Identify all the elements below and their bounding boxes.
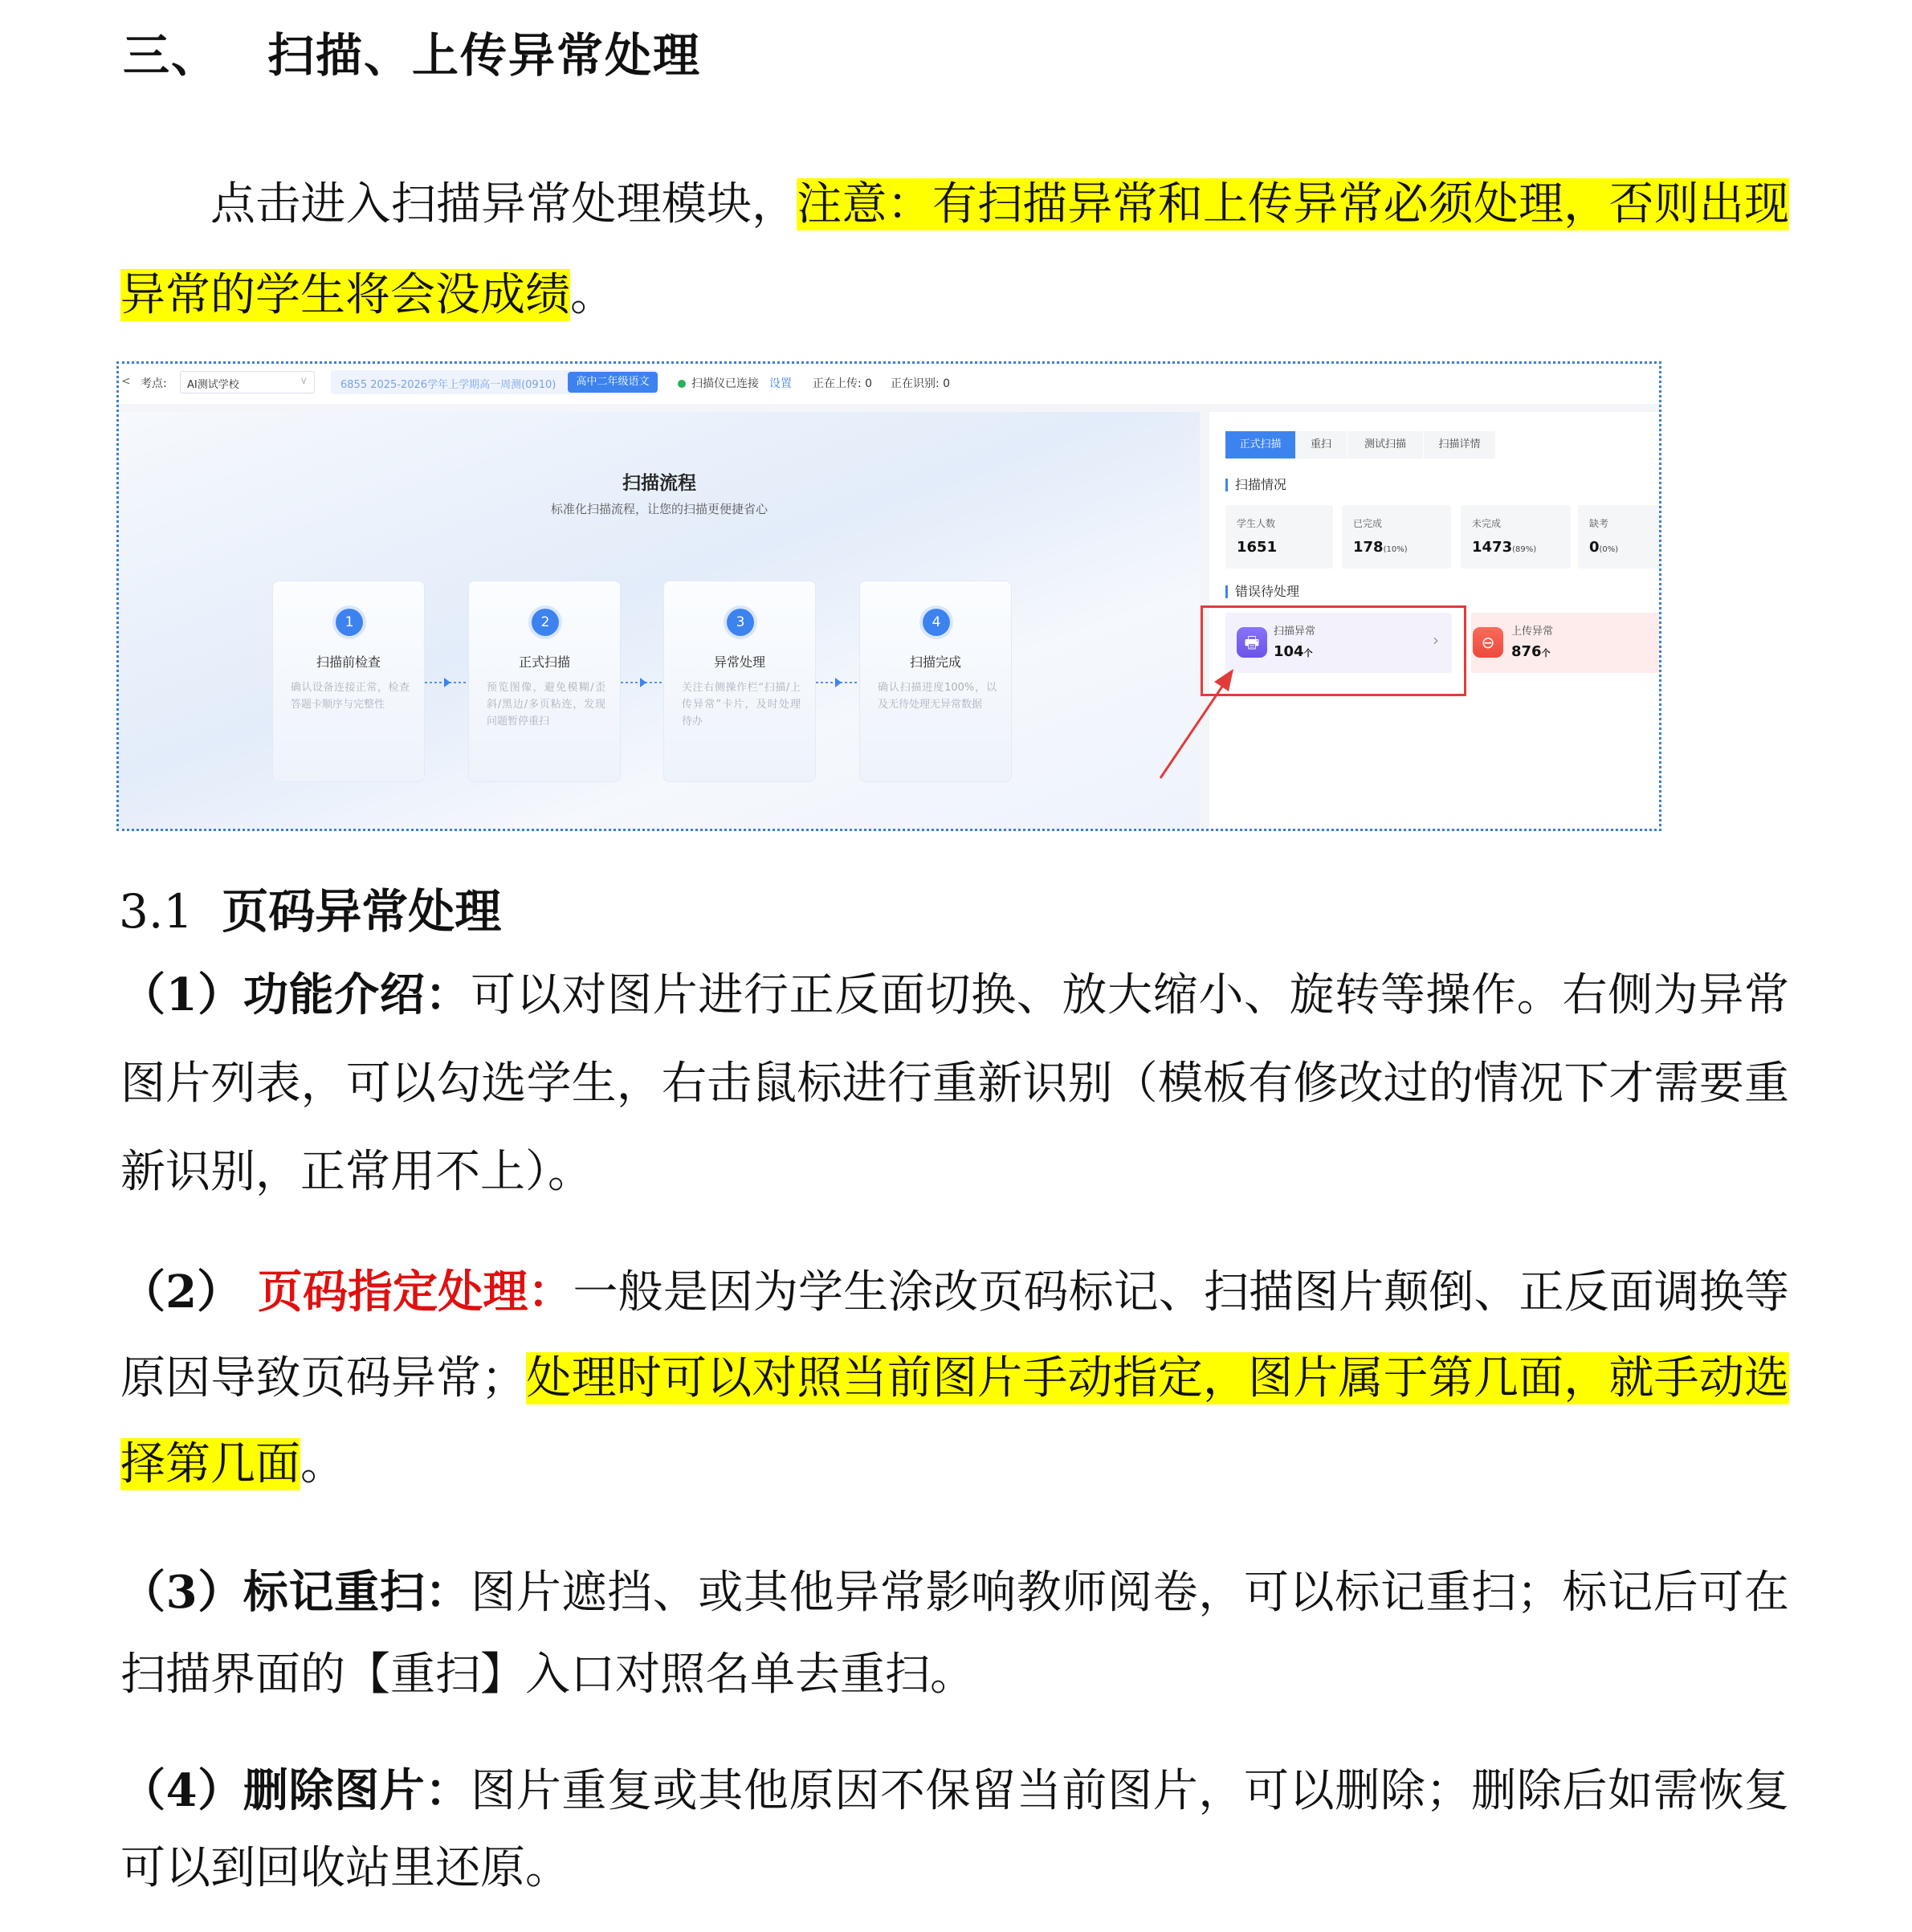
stat-incomplete: 未完成 1473(89%) xyxy=(1461,505,1571,569)
flow-step-card: 4 扫描完成 确认扫描进度100%，以及无待处理无异常数据 xyxy=(859,581,1012,782)
site-label: 考点: xyxy=(141,377,167,390)
scanner-status: 扫描仪已连接 xyxy=(691,377,759,390)
item-delete-image: （4）删除图片：图片重复或其他原因不保留当前图片，可以删除；删除后如需恢复可以到回收站里还原。 xyxy=(120,1764,1790,1894)
uploading-count: 正在上传: 0 xyxy=(813,377,873,390)
flow-title: 扫描流程 xyxy=(622,473,696,494)
chevron-down-icon: ∨ xyxy=(300,375,308,387)
tab-test-scan[interactable]: 测试扫描 xyxy=(1347,431,1423,459)
item-function-intro: （1）功能介绍：可以对图片进行正反面切换、放大缩小、旋转等操作。右侧为异常图片列表，可以勾选学生，右击鼠标进行重新识别（模板有修改过的情况下才需要重新识别，正常用不上）。 xyxy=(120,968,1790,1198)
site-select[interactable]: AI测试学校 ∨ xyxy=(180,371,315,393)
item-page-assign: （2） 页码指定处理：一般是因为学生涂改页码标记、扫描图片颠倒、正反面调换等原因导致页码异常；处理时可以对照当前图片手动指定，图片属于第几面，就手动选择第几面。 xyxy=(120,1266,1790,1490)
chevron-right-icon: › xyxy=(1433,630,1439,650)
item-mark-rescan: （3）标记重扫：图片遮挡、或其他异常影响教师阅卷，可以标记重扫；标记后可在扫描界面的【重扫】入口对照名单去重扫。 xyxy=(120,1566,1790,1701)
subject-badge: 高中二年级语文 xyxy=(568,372,658,393)
intro-paragraph: 点击进入扫描异常处理模块，注意：有扫描异常和上传异常必须处理，否则出现异常的学生将会没成绩。 xyxy=(120,178,1790,321)
scan-ui-screenshot xyxy=(116,361,1661,831)
task-selector[interactable]: 6855 2025-2026学年上学期高一周测(0910) 高中二年级语文 xyxy=(331,370,658,394)
settings-link[interactable]: 设置 xyxy=(769,377,792,390)
stat-students: 学生人数 1651 xyxy=(1225,505,1333,569)
section-heading: 三、 扫描、上传异常处理 xyxy=(123,28,702,83)
subsection-heading: 3.1 页码异常处理 xyxy=(119,884,502,939)
flow-step-card: 3 异常处理 关注右侧操作栏“扫描/上传异常”卡片，及时处理待办 xyxy=(663,581,816,782)
errors-title: 错误待处理 xyxy=(1225,585,1299,598)
recognizing-count: 正在识别: 0 xyxy=(891,377,951,390)
printer-icon: 🖶 xyxy=(1237,627,1267,658)
scan-error-card[interactable]: 🖶 扫描异常 104个 › xyxy=(1225,613,1452,673)
back-icon[interactable]: < xyxy=(121,375,131,388)
minus-circle-icon: ⊖ xyxy=(1473,627,1503,658)
flow-subtitle: 标准化扫描流程，让您的扫描更便捷省心 xyxy=(550,502,768,516)
stat-completed: 已完成 178(10%) xyxy=(1342,505,1451,569)
tab-scan-details[interactable]: 扫描详情 xyxy=(1424,431,1495,459)
red-arrow-icon xyxy=(119,364,1661,831)
flow-step-card: 2 正式扫描 预览图像，避免模糊/歪斜/黑边/多页粘连，发现问题暂停重扫 xyxy=(468,581,621,782)
scan-status-title: 扫描情况 xyxy=(1225,479,1286,491)
tab-formal-scan[interactable]: 正式扫描 xyxy=(1225,431,1295,459)
flow-step-card: 1 扫描前检查 确认设备连接正常，检查答题卡顺序与完整性 xyxy=(272,581,425,782)
stat-absent: 缺考 0(0%) xyxy=(1578,505,1661,569)
upload-error-card[interactable]: ⊖ 上传异常 876个 xyxy=(1471,613,1661,673)
tab-rescan[interactable]: 重扫 xyxy=(1295,431,1347,459)
intro-warning: 注意：有扫描异常和上传异常必须处理，否则出现异常的学生将会没成绩 xyxy=(120,178,1790,321)
